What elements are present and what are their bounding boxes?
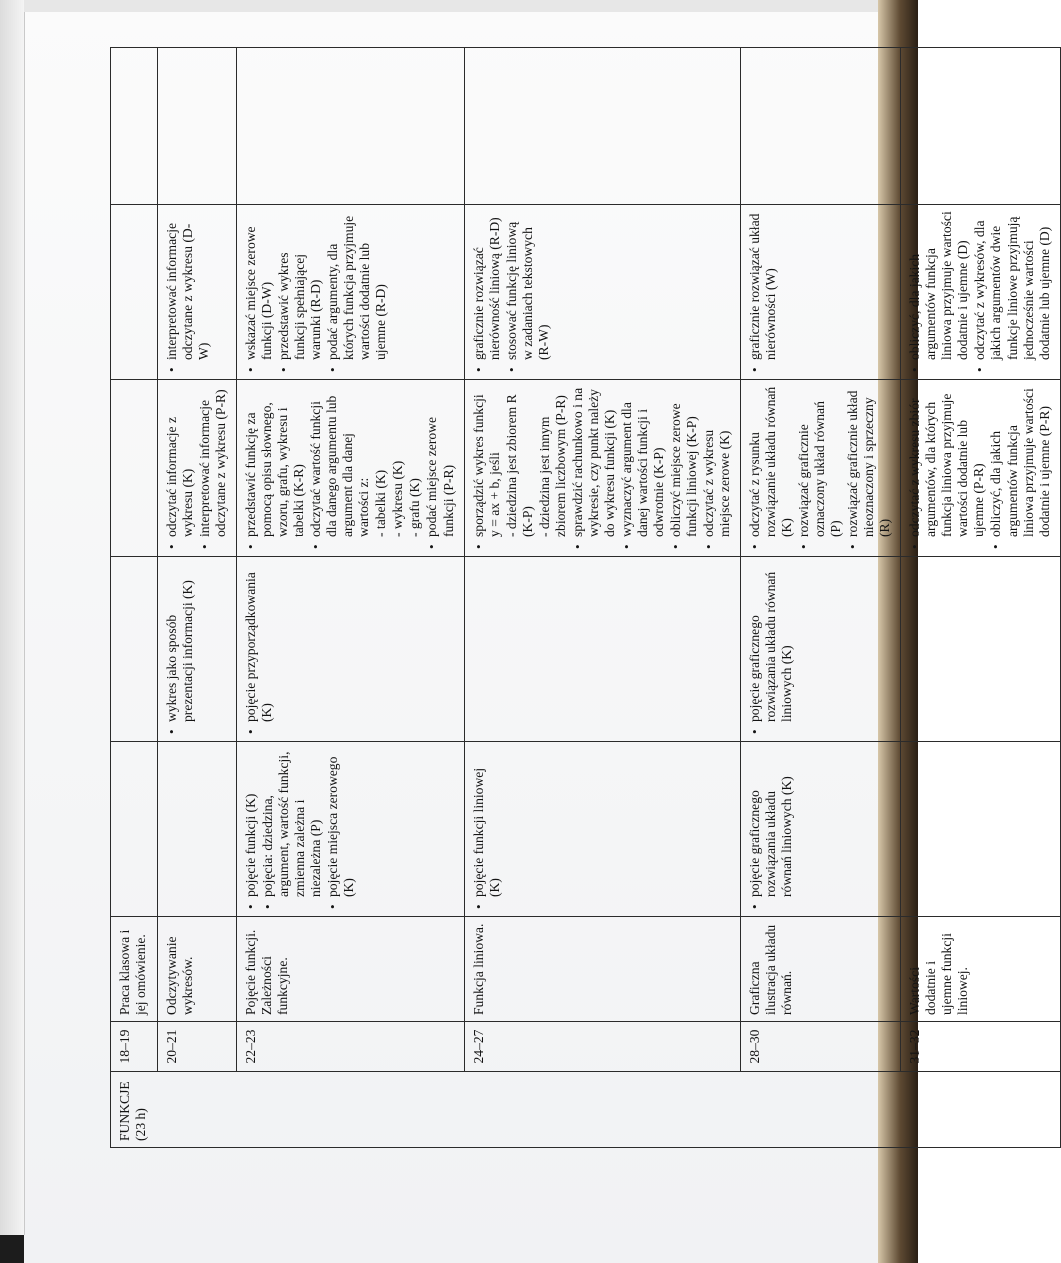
bullet-item: - wykresu (K) <box>390 460 406 537</box>
bullet-item: • obliczyć, dla jakich argumentów funkcja liniowa przyjmuje wartości dodatnie i ujemne (D) <box>907 211 971 360</box>
bullet-item: • odczytać z wykresu zbiór argumentów, dla których funkcja liniowa przyjmuje wartości dodatnie lub ujemne (P-R) <box>907 386 987 537</box>
bullet-item: - dziedzina jest zbiorem R (K-P) <box>503 394 535 537</box>
bullet-item: • podać miejsce zerowe funkcji (P-R) <box>424 386 456 537</box>
topic-cell: Pojęcie funkcji. Zależności funkcyjne. <box>237 917 464 1022</box>
bullet-list <box>243 563 275 735</box>
adv-cell <box>158 205 237 380</box>
bullet-item: • pojęcie miejsca zerowego (K) <box>325 748 357 897</box>
bullet-list <box>471 386 734 550</box>
topic-cell: Graficzna ilustracja układu równań. <box>741 917 901 1022</box>
full-cell <box>158 48 237 205</box>
bullet-list <box>243 386 456 550</box>
pod-cell <box>237 742 464 917</box>
pod-cell <box>464 742 741 917</box>
bullet-list <box>164 386 229 550</box>
bullet-item: • stosować funkcję liniową w zadaniach tekstowych (R-W) <box>504 211 552 360</box>
full-cell <box>901 48 1060 205</box>
bullet-item: • sprawdzić rachunkowo i na wykresie, czy punkt należy do wykresu funkcji (K) <box>570 386 618 537</box>
bullet-list <box>164 211 212 373</box>
topic-cell: Odczytywanie wykresów. <box>158 917 237 1022</box>
pod-cell <box>111 742 158 917</box>
bullet-item: • interpretować informacje odczytane z wykresu (P-R) <box>197 386 229 537</box>
section-cell <box>111 1072 1061 1148</box>
ext-cell <box>741 557 901 742</box>
basic-cell <box>901 380 1060 557</box>
adv-cell <box>237 205 464 380</box>
bullet-item: • podać argumenty, dla których funkcja przyjmuje wartości dodatnie lub ujemne (R-D) <box>325 211 389 360</box>
full-cell <box>111 48 158 205</box>
curriculum-table <box>110 47 1061 1148</box>
scanner-corner-shadow <box>0 1235 24 1263</box>
bullet-list <box>747 748 795 910</box>
bullet-item: • wykres jako sposób prezentacji informacji (K) <box>164 563 196 722</box>
bullet-item: • graficznie rozwiązać układ nierówności (W) <box>747 211 779 360</box>
bullet-item: • odczytać z rysunku rozwiązanie układu równań (K) <box>747 386 795 537</box>
full-cell <box>237 48 464 205</box>
topic-cell: Praca klasowa i jej omówienie. <box>111 917 158 1022</box>
hours-cell: 20–21 <box>158 1022 237 1072</box>
bullet-list <box>164 563 196 735</box>
bullet-item: • odczytać z wykresów, dla jakich argumentów dwie funkcje liniowe przyjmują jednocześnie wartości dodatnie lub ujemne (D) <box>972 211 1052 360</box>
bullet-item: • odczytać wartość funkcji dla danego argumentu lub argument dla danej wartości z: <box>308 386 372 537</box>
bullet-list <box>747 563 795 735</box>
bullet-item: • rozwiązać graficznie oznaczony układ równań (P) <box>796 386 844 537</box>
bullet-item: • sporządzić wykres funkcji y = ax + b, jeśli <box>471 386 503 537</box>
bullet-item: • obliczyć miejsce zerowe funkcji liniowej (K-P) <box>668 386 700 537</box>
adv-cell <box>901 205 1060 380</box>
bullet-item: • przedstawić funkcję za pomocą opisu słownego, wzoru, grafu, wykresu i tabelki (K-R) <box>243 386 307 537</box>
bullet-item: • pojęcie funkcji (K) <box>243 748 259 897</box>
pod-cell <box>901 742 1060 917</box>
pod-cell <box>741 742 901 917</box>
bullet-item: - tabelki (K) <box>373 469 389 537</box>
scanner-left-edge <box>0 0 24 1263</box>
bullet-item: - grafu (K) <box>407 478 423 537</box>
page-fold-line <box>24 12 25 1235</box>
bullet-item: - dziedzina jest innym zbiorem liczbowym (P-R) <box>536 395 568 537</box>
bullet-item: • przedstawić wykres funkcji spełniającej warunki (R-D) <box>276 211 324 360</box>
section-name: FUNKCJE <box>117 1081 132 1141</box>
rotated-curriculum-table <box>110 48 1052 1148</box>
table-row <box>901 48 1060 1148</box>
ext-cell <box>237 557 464 742</box>
bullet-item: • pojęcia: dziedzina, argument, wartość funkcji, zmienna zależna i niezależna (P) <box>260 748 324 897</box>
bullet-list <box>243 211 389 373</box>
adv-cell <box>741 205 901 380</box>
full-cell <box>464 48 741 205</box>
hours-cell: 31–32 <box>901 1022 1060 1072</box>
scanner-top-edge <box>0 0 918 12</box>
full-cell <box>741 48 901 205</box>
table-row <box>464 48 741 1148</box>
hours-cell: 18–19 <box>111 1022 158 1072</box>
ext-cell <box>158 557 237 742</box>
bullet-item: • odczytać z wykresu miejsce zerowe (K) <box>701 386 733 537</box>
basic-cell <box>158 380 237 557</box>
hours-cell: 24–27 <box>464 1022 741 1072</box>
bullet-item: • rozwiązać graficznie układ nieoznaczony i sprzeczny (R) <box>845 386 893 537</box>
curriculum-table-body <box>111 48 1061 1148</box>
basic-cell <box>111 380 158 557</box>
bullet-item: • wyznaczyć argument dla danej wartości funkcji i odwrotnie (K-P) <box>619 386 667 537</box>
section-hours: (23 h) <box>133 1108 149 1141</box>
topic-cell: Wartości dodatnie i ujemne funkcji liniowej. <box>901 917 1060 1022</box>
bullet-list <box>243 748 357 910</box>
ext-cell <box>464 557 741 742</box>
hours-cell: 22–23 <box>237 1022 464 1072</box>
bullet-list <box>471 211 552 373</box>
basic-cell <box>464 380 741 557</box>
bullet-item: • pojęcie funkcji liniowej (K) <box>471 748 503 897</box>
bullet-item: • wskazać miejsce zerowe funkcji (D-W) <box>243 211 275 360</box>
table-row <box>237 48 464 1148</box>
table-row <box>111 48 158 1148</box>
bullet-list <box>907 386 1052 550</box>
bullet-item: • pojęcie graficznego rozwiązania układu równań liniowych (K) <box>747 563 795 722</box>
basic-cell <box>741 380 901 557</box>
basic-cell <box>237 380 464 557</box>
bullet-item: • obliczyć, dla jakich argumentów funkcja liniowa przyjmuje wartości dodatnie i ujemne (P-R) <box>988 386 1052 537</box>
bullet-item: • odczytać informacje z wykresu (K) <box>164 386 196 537</box>
ext-cell <box>111 557 158 742</box>
topic-cell: Funkcja liniowa. <box>464 917 741 1022</box>
bullet-list <box>747 211 779 373</box>
adv-cell <box>111 205 158 380</box>
bullet-list <box>471 748 503 910</box>
bullet-list <box>907 211 1052 373</box>
table-row <box>741 48 901 1148</box>
hours-cell: 28–30 <box>741 1022 901 1072</box>
ext-cell <box>901 557 1060 742</box>
adv-cell <box>464 205 741 380</box>
pod-cell <box>158 742 237 917</box>
bullet-list <box>747 386 893 550</box>
table-row <box>158 48 237 1148</box>
bullet-item: • graficznie rozwiązać nierówność liniową (R-D) <box>471 211 503 360</box>
bullet-item: • interpretować informacje odczytane z wykresu (D-W) <box>164 211 212 360</box>
bullet-item: • pojęcie graficznego rozwiązania układu równań liniowych (K) <box>747 748 795 897</box>
bullet-item: • pojęcie przyporządkowania (K) <box>243 563 275 722</box>
